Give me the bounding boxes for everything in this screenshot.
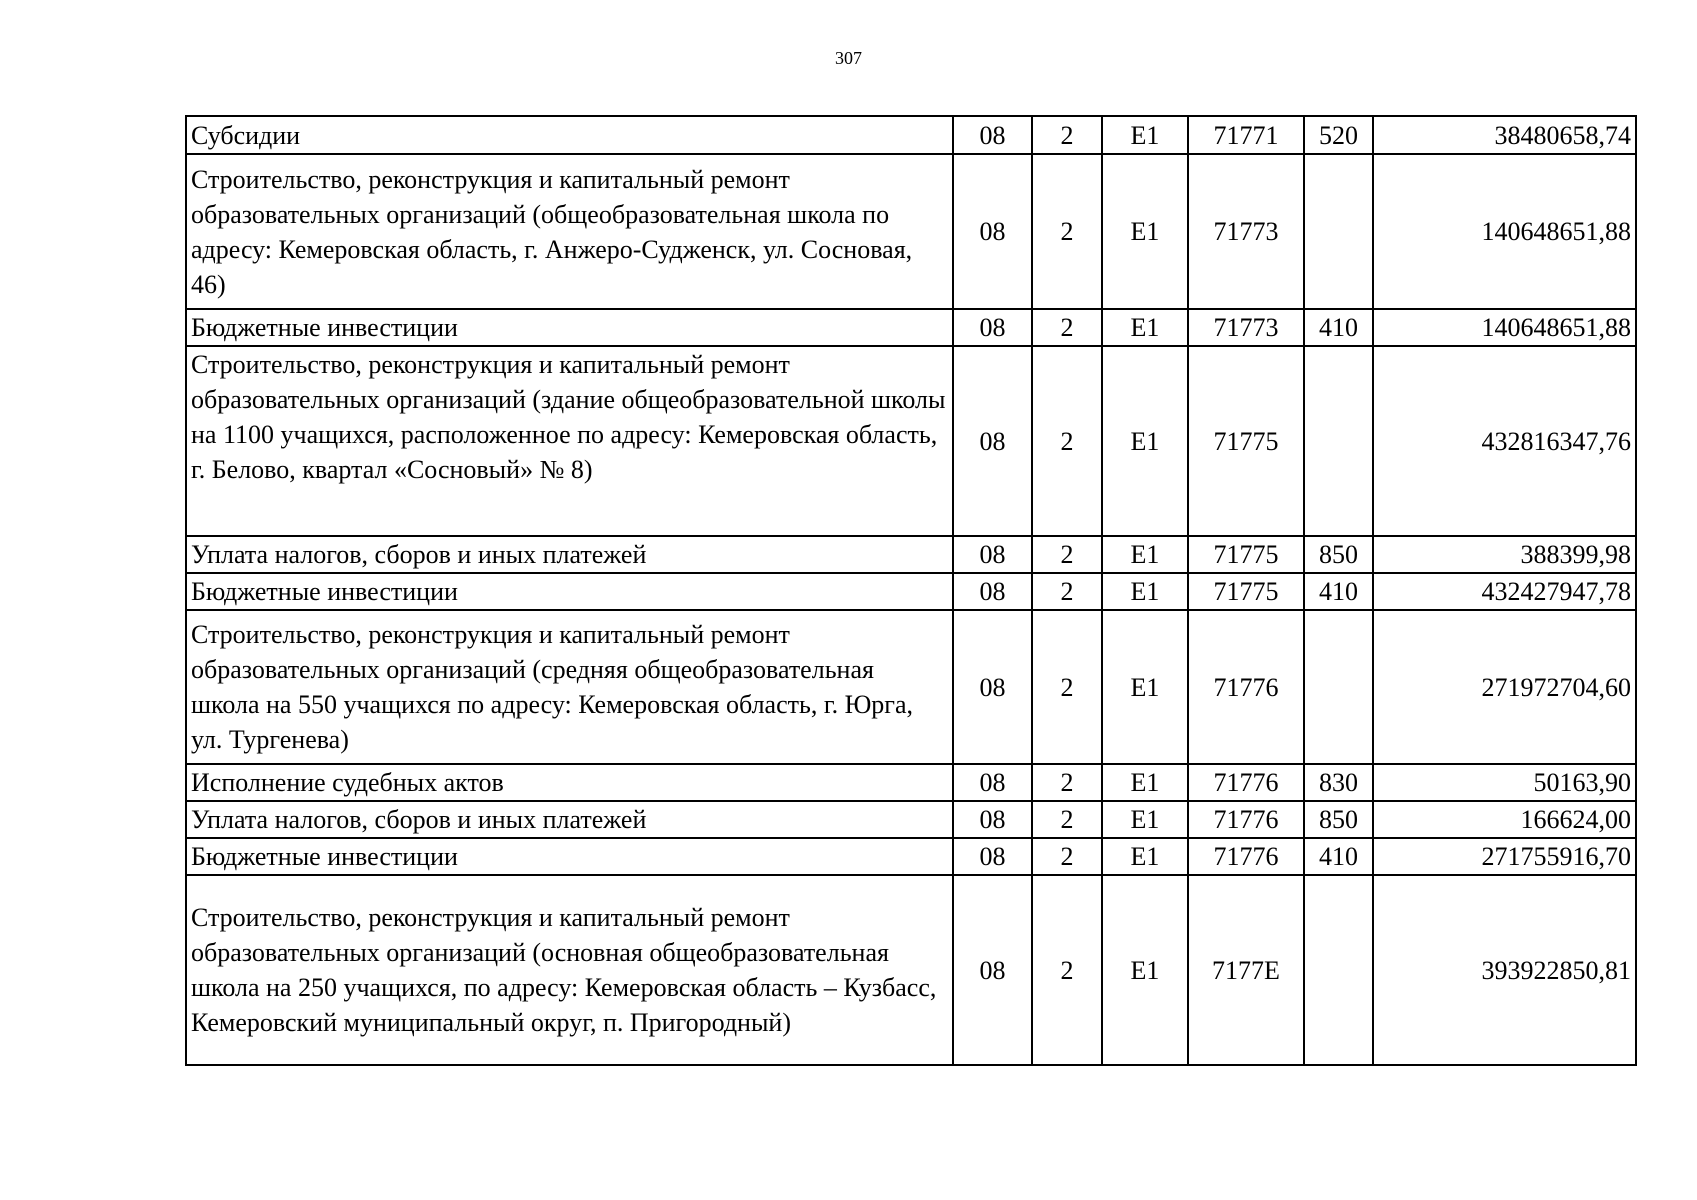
- table-row: [186, 875, 1636, 1065]
- amount: 432427947,78: [1373, 573, 1636, 610]
- program-code: Е1: [1102, 838, 1188, 875]
- program-code: Е1: [1102, 875, 1188, 1065]
- expense-type-code: [1304, 346, 1373, 536]
- table-row: [186, 764, 1636, 801]
- section-code: 08: [953, 838, 1032, 875]
- section-code: 08: [953, 116, 1032, 154]
- table-row: [186, 154, 1636, 309]
- target-code: 71776: [1188, 610, 1304, 764]
- expense-type-code: 410: [1304, 309, 1373, 346]
- program-code: Е1: [1102, 573, 1188, 610]
- row-name: Строительство, реконструкция и капитальный ремонт образовательных организаций (средняя общеобразовательная школа на 550 учащихся по адресу: Кемеровская область, г. Юрга, ул. Тургенева): [186, 610, 953, 764]
- expense-type-code: [1304, 610, 1373, 764]
- subsection-code: 2: [1032, 764, 1102, 801]
- subsection-code: 2: [1032, 536, 1102, 573]
- section-code: 08: [953, 154, 1032, 309]
- table-row: [186, 573, 1636, 610]
- page-number: 307: [835, 48, 862, 68]
- row-name: Строительство, реконструкция и капитальный ремонт образовательных организаций (здание общеобразовательной школы на 1100 учащихся, расположенное по адресу: Кемеровская область, г. Белово, квартал «Сосновый» № 8): [186, 346, 953, 536]
- amount: 388399,98: [1373, 536, 1636, 573]
- expense-type-code: [1304, 875, 1373, 1065]
- program-code: Е1: [1102, 610, 1188, 764]
- target-code: 71773: [1188, 309, 1304, 346]
- row-name: Субсидии: [186, 116, 953, 154]
- expense-type-code: 850: [1304, 801, 1373, 838]
- target-code: 71775: [1188, 573, 1304, 610]
- target-code: 71771: [1188, 116, 1304, 154]
- subsection-code: 2: [1032, 573, 1102, 610]
- table-row: [186, 116, 1636, 154]
- subsection-code: 2: [1032, 346, 1102, 536]
- row-name: Бюджетные инвестиции: [186, 309, 953, 346]
- row-name: Бюджетные инвестиции: [186, 838, 953, 875]
- table-row: [186, 838, 1636, 875]
- subsection-code: 2: [1032, 309, 1102, 346]
- program-code: Е1: [1102, 536, 1188, 573]
- target-code: 7177Е: [1188, 875, 1304, 1065]
- amount: 50163,90: [1373, 764, 1636, 801]
- amount: 271972704,60: [1373, 610, 1636, 764]
- target-code: 71776: [1188, 801, 1304, 838]
- target-code: 71775: [1188, 346, 1304, 536]
- table-row: [186, 610, 1636, 764]
- subsection-code: 2: [1032, 154, 1102, 309]
- program-code: Е1: [1102, 346, 1188, 536]
- section-code: 08: [953, 346, 1032, 536]
- row-name: Бюджетные инвестиции: [186, 573, 953, 610]
- row-name: Уплата налогов, сборов и иных платежей: [186, 536, 953, 573]
- subsection-code: 2: [1032, 801, 1102, 838]
- expense-type-code: 520: [1304, 116, 1373, 154]
- amount: 140648651,88: [1373, 154, 1636, 309]
- amount: 393922850,81: [1373, 875, 1636, 1065]
- budget-table: [185, 115, 1637, 1066]
- expense-type-code: [1304, 154, 1373, 309]
- table-row: [186, 801, 1636, 838]
- table-row: [186, 536, 1636, 573]
- expense-type-code: 850: [1304, 536, 1373, 573]
- section-code: 08: [953, 309, 1032, 346]
- expense-type-code: 410: [1304, 838, 1373, 875]
- target-code: 71776: [1188, 764, 1304, 801]
- row-name: Строительство, реконструкция и капитальный ремонт образовательных организаций (основная общеобразовательная школа на 250 учащихся, по адресу: Кемеровская область – Кузбасс, Кемеровский муниципальный округ, п. Пригородный): [186, 875, 953, 1065]
- target-code: 71773: [1188, 154, 1304, 309]
- amount: 271755916,70: [1373, 838, 1636, 875]
- section-code: 08: [953, 610, 1032, 764]
- expense-type-code: 410: [1304, 573, 1373, 610]
- program-code: Е1: [1102, 764, 1188, 801]
- section-code: 08: [953, 875, 1032, 1065]
- program-code: Е1: [1102, 801, 1188, 838]
- target-code: 71775: [1188, 536, 1304, 573]
- subsection-code: 2: [1032, 838, 1102, 875]
- row-name: Исполнение судебных актов: [186, 764, 953, 801]
- amount: 140648651,88: [1373, 309, 1636, 346]
- subsection-code: 2: [1032, 875, 1102, 1065]
- subsection-code: 2: [1032, 610, 1102, 764]
- expense-type-code: 830: [1304, 764, 1373, 801]
- program-code: Е1: [1102, 309, 1188, 346]
- table-row: [186, 346, 1636, 536]
- program-code: Е1: [1102, 116, 1188, 154]
- section-code: 08: [953, 573, 1032, 610]
- table-row: [186, 309, 1636, 346]
- amount: 432816347,76: [1373, 346, 1636, 536]
- target-code: 71776: [1188, 838, 1304, 875]
- program-code: Е1: [1102, 154, 1188, 309]
- section-code: 08: [953, 801, 1032, 838]
- row-name: Уплата налогов, сборов и иных платежей: [186, 801, 953, 838]
- section-code: 08: [953, 536, 1032, 573]
- section-code: 08: [953, 764, 1032, 801]
- subsection-code: 2: [1032, 116, 1102, 154]
- amount: 166624,00: [1373, 801, 1636, 838]
- amount: 38480658,74: [1373, 116, 1636, 154]
- row-name: Строительство, реконструкция и капитальный ремонт образовательных организаций (общеобразовательная школа по адресу: Кемеровская область, г. Анжеро-Судженск, ул. Сосновая, 46): [186, 154, 953, 309]
